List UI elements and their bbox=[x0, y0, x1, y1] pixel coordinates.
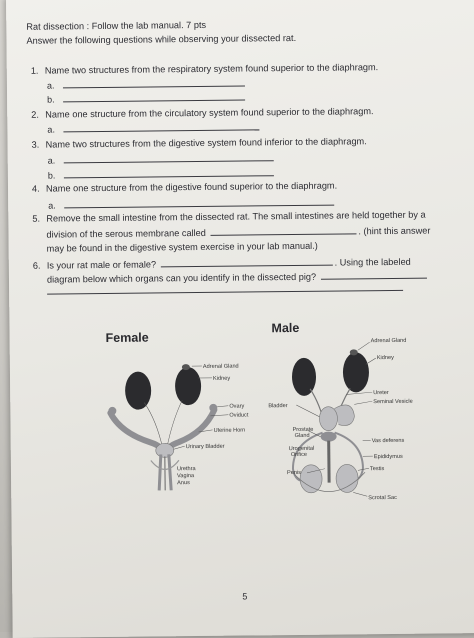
q4-a-blank[interactable] bbox=[64, 197, 334, 209]
q3-answer-a[interactable]: a. bbox=[48, 152, 274, 165]
q3-b-blank[interactable] bbox=[64, 167, 274, 178]
female-label-urinary-bladder: Urinary Bladder bbox=[186, 444, 225, 450]
male-right-testis bbox=[336, 464, 358, 492]
female-label-anus: Anus bbox=[177, 480, 190, 486]
q3-a-blank[interactable] bbox=[64, 152, 274, 163]
female-label-adrenal: Adrenal Gland bbox=[203, 364, 239, 370]
male-label-penis: Penis bbox=[287, 470, 301, 476]
female-label-urethra: Urethra bbox=[177, 466, 197, 472]
male-label-testis: Testis bbox=[370, 466, 385, 472]
question-5: 5. Remove the small intestine from the dissected rat. The small intestines are held together by a bbox=[32, 210, 425, 225]
female-right-kidney bbox=[175, 367, 201, 405]
question-2: 2. Name one structure from the circulatory system found superior to the diaphragm. bbox=[31, 106, 373, 121]
male-label-adrenal: Adrenal Gland bbox=[371, 338, 407, 344]
q2-answer-a[interactable]: a. bbox=[47, 121, 259, 134]
question-6-line-3[interactable] bbox=[47, 282, 403, 298]
male-right-kidney bbox=[343, 352, 369, 392]
male-label-epididymus: Epididymus bbox=[374, 454, 403, 460]
male-label-scrotal-sac: Scrotal Sac bbox=[368, 495, 397, 501]
female-diagram-title: Female bbox=[106, 331, 149, 345]
female-urinary-bladder bbox=[156, 443, 174, 457]
worksheet-title: Rat dissection : Follow the lab manual. 7 pts bbox=[26, 20, 206, 33]
q4-answer-a[interactable]: a. bbox=[48, 197, 334, 211]
q3-answer-b[interactable]: b. bbox=[48, 167, 274, 180]
q6-sex-blank[interactable] bbox=[161, 257, 333, 268]
q1-answer-b[interactable]: b. bbox=[47, 92, 245, 105]
male-label-prostate: Prostate bbox=[293, 427, 314, 433]
male-reproductive-diagram bbox=[262, 331, 454, 513]
q1-answer-a[interactable]: a. bbox=[47, 78, 245, 91]
male-left-testis bbox=[300, 465, 322, 493]
question-5-line-3: may be found in the digestive system exercise in your lab manual.) bbox=[47, 241, 318, 255]
female-left-kidney bbox=[125, 372, 151, 410]
male-label-orifice: Orifice bbox=[291, 452, 307, 458]
female-label-uterine-horn: Uterine Horn bbox=[214, 428, 246, 434]
question-6: 6. Is your rat male or female? . Using the labeled bbox=[33, 256, 411, 272]
male-label-kidney: Kidney bbox=[377, 355, 394, 361]
question-1: 1. Name two structures from the respiratory system found superior to the diaphragm. bbox=[31, 62, 379, 77]
male-prostate-gland bbox=[321, 432, 337, 442]
male-label-gland: Gland bbox=[295, 433, 310, 439]
worksheet-page bbox=[6, 0, 474, 638]
male-label-vas-deferens: Vas deferens bbox=[372, 438, 405, 444]
female-label-vagina: Vagina bbox=[177, 473, 195, 479]
male-label-ureter: Ureter bbox=[373, 390, 389, 396]
q6-organs-blank[interactable] bbox=[321, 270, 427, 280]
female-label-ovary: Ovary bbox=[229, 404, 244, 410]
question-4: 4. Name one structure from the digestive found superior to the diaphragm. bbox=[32, 181, 337, 195]
female-label-kidney: Kidney bbox=[213, 376, 230, 382]
male-label-bladder: Bladder bbox=[268, 403, 287, 409]
male-diagram-title: Male bbox=[271, 321, 299, 335]
q1-a-blank[interactable] bbox=[63, 78, 245, 89]
male-label-seminal-vesicle: Seminal Vesicle bbox=[373, 399, 413, 405]
q2-a-blank[interactable] bbox=[63, 121, 259, 132]
page-number: 5 bbox=[242, 592, 247, 602]
question-5-line-2: division of the serous membrane called . (hint this answer bbox=[46, 225, 430, 241]
question-3: 3. Name two structures from the digestive system found inferior to the diaphragm. bbox=[32, 136, 367, 151]
female-label-oviduct: Oviduct bbox=[229, 412, 248, 418]
question-6-line-2: diagram below which organs can you identify in the dissected pig? bbox=[47, 270, 427, 286]
q1-b-blank[interactable] bbox=[63, 92, 245, 103]
male-label-urogenital: Urogenital bbox=[289, 446, 315, 452]
worksheet-instructions: Answer the following questions while observing your dissected rat. bbox=[26, 33, 296, 47]
male-left-kidney bbox=[292, 358, 316, 396]
male-bladder bbox=[319, 407, 337, 431]
q5-membrane-blank[interactable] bbox=[210, 225, 356, 236]
